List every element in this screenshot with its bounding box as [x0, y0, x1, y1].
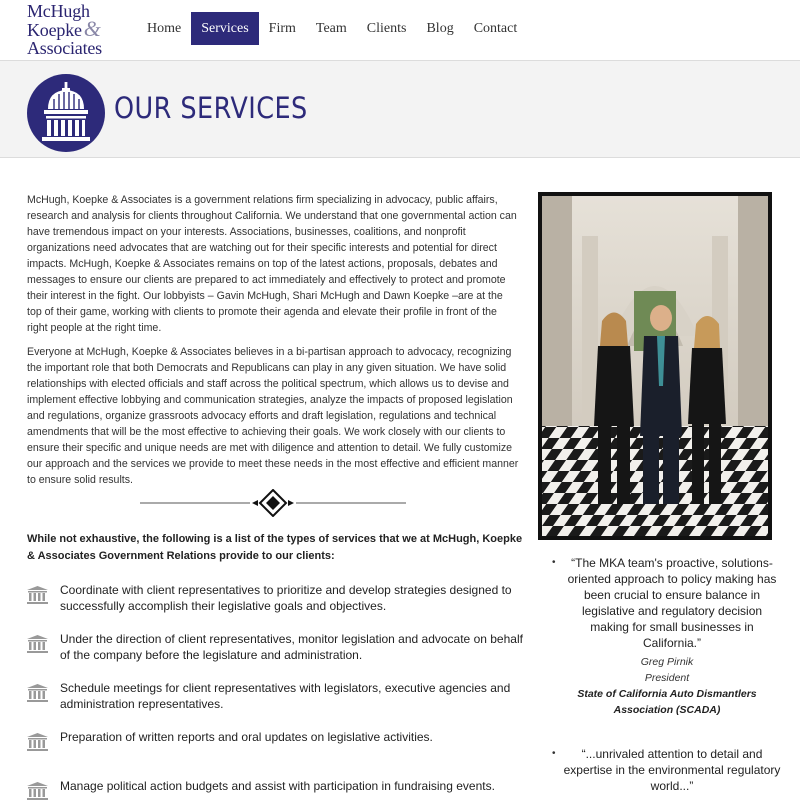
- paragraph-intro: McHugh, Koepke & Associates is a government relations firm specializing in advocacy, public affairs, research and analysis for clients throughout California. We understand that one governmental action can have tremendous impact on your interests. Associations, businesses, coalitions, and nonprofit organizations need advocates that are watching out for their specific interests and potential for direct impacts. McHugh, Koepke & Associates remains on top of the latest actions, proposals, debates and messages to ensure our clients are prepared to act immediately and effectively to protect and promote their interest in the fight. Our lobbyists – Gavin McHugh, Shari McHugh and Dawn Koepke –are at the top of their game, working with clients to promote their agenda and elevate their profile in front of the right people at the right time.: [27, 194, 517, 334]
- nav-firm[interactable]: Firm: [268, 21, 296, 36]
- nav-clients[interactable]: Clients: [366, 21, 407, 36]
- page-banner: [0, 60, 800, 158]
- building-icon: [27, 684, 48, 702]
- bullet-icon: •: [552, 557, 556, 568]
- nav-blog[interactable]: Blog: [426, 21, 454, 36]
- service-item: [27, 778, 527, 800]
- services-description: [27, 192, 519, 496]
- bullet-icon: •: [552, 748, 556, 759]
- service-item: [27, 729, 527, 778]
- nav-team[interactable]: Team: [315, 21, 347, 36]
- logo-line-2: [27, 16, 102, 41]
- building-icon: [27, 733, 48, 751]
- service-item: [27, 582, 527, 631]
- testimonial-quote: “The MKA team's proactive, solutions-oriented approach to policy making has been crucial to ensure balance in legislative and regulatory decision making for small businesses in California.”: [567, 556, 777, 650]
- site-logo[interactable]: [27, 2, 102, 57]
- testimonial: [552, 555, 782, 718]
- logo-ampersand: &: [83, 16, 101, 41]
- service-text: Preparation of written reports and oral updates on legislative activities.: [60, 730, 433, 744]
- page-title: OUR SERVICES: [114, 91, 308, 125]
- team-photo: [538, 192, 772, 540]
- building-icon: [27, 635, 48, 653]
- logo-line-3: Associates: [27, 38, 102, 58]
- testimonial-org: State of California Auto Dismantlers Association (SCADA): [577, 688, 757, 716]
- service-item: [27, 631, 527, 680]
- logo-line-1: McHugh: [27, 1, 90, 21]
- testimonial-author: Greg Pirnik: [640, 656, 694, 668]
- logo-line-2-text: Koepke: [27, 20, 82, 40]
- nav-home[interactable]: Home: [147, 21, 182, 36]
- site-header: [0, 0, 800, 60]
- nav-services[interactable]: Services: [191, 12, 258, 45]
- service-text: Manage political action budgets and assist with participation in fundraising events.: [60, 779, 495, 793]
- testimonial: [552, 746, 782, 794]
- ornament-divider: [140, 489, 406, 517]
- building-icon: [27, 782, 48, 800]
- service-text: Under the direction of client representatives, monitor legislation and advocate on behalf of the company before the legislature and administration.: [60, 632, 523, 662]
- services-intro: While not exhaustive, the following is a list of the types of services that we at McHugh, Koepke & Associates Government Relations provide to our clients:: [27, 533, 523, 562]
- service-text: Coordinate with client representatives to prioritize and develop strategies designed to successfully accomplish their legislative goals and objectives.: [60, 583, 512, 613]
- main-nav: [137, 12, 527, 45]
- building-icon: [27, 586, 48, 604]
- team-photo-illustration: [542, 196, 768, 536]
- testimonials: [552, 555, 782, 794]
- testimonial-quote: “...unrivaled attention to detail and expertise in the environmental regulatory world...”: [563, 747, 781, 793]
- capitol-dome-icon: [26, 73, 106, 153]
- service-text: Schedule meetings for client representatives with legislators, executive agencies and administration representatives.: [60, 681, 511, 711]
- paragraph-approach: Everyone at McHugh, Koepke & Associates believes in a bi-partisan approach to advocacy, recognizing the important role that both Democrats and Republicans can play in any given situation. We have solid relationships with elected officials and staff across the political spectrum, which allows us to devise and implement effective lobbying and communication strategies, analyze the impacts of proposed legislation and regulations, organize grassroots advocacy efforts and draft legislation, regulations and technical amendments that will be the most effective to achieving their goals. We work closely with our clients to ensure their specific and unique needs are met with diligence and attention to detail. We fully customize our approach and the services we provide to meet these needs in the most effective and efficient manner to ensure solid results.: [27, 346, 519, 486]
- testimonial-role: President: [644, 672, 690, 684]
- nav-contact[interactable]: Contact: [473, 21, 518, 36]
- service-item: [27, 680, 527, 729]
- services-list: [27, 582, 527, 800]
